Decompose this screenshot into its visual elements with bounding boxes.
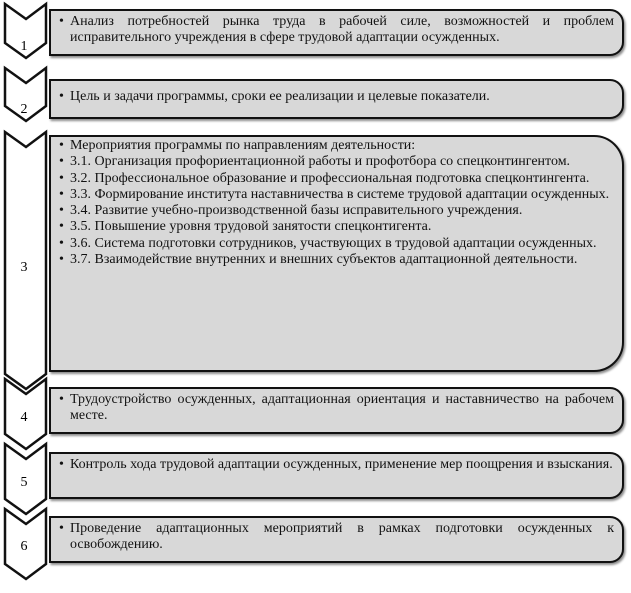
step-6-text: • Проведение адаптационных мероприятий в рамках подготовки осужденных к освобождению. [59,521,614,553]
step-4-number: 4 [20,410,28,425]
step-5-number: 5 [20,475,28,490]
step-1-number: 1 [20,39,28,54]
step-1-text: • Анализ потребностей рынка труда в рабочей силе, возможностей и проблем исправительного учреждения в сфере трудовой адаптации осужденных. [59,14,614,46]
step-3-item-3-5: • 3.5. Повышение уровня трудовой занятости спецконтигента. [59,219,614,235]
step-3-item-3-4: • 3.4. Развитие учебно-производственной базы исправительного учреждения. [59,203,614,219]
step-3-number: 3 [20,260,28,275]
step-4-text: • Трудоустройство осужденных, адаптационная ориентация и наставничество на рабочем месте. [59,392,614,424]
step-3-intro: • Мероприятия программы по направлениям деятельности: [59,138,614,154]
step-5-text: • Контроль хода трудовой адаптации осужденных, применение мер поощрения и взыскания. [59,457,614,473]
step-6-box [49,516,624,563]
step-3-item-3-3: • 3.3. Формирование института наставничества в системе трудовой адаптации осужденных. [59,187,614,203]
step-2-box [49,79,624,119]
step-1-box [49,9,624,56]
step-3-item-3-2: • 3.2. Профессиональное образование и профессиональная подготовка спецконтингента. [59,171,614,187]
step-3-box [49,135,624,372]
step-4-box [49,387,624,434]
step-3-item-3-7: • 3.7. Взаимодействие внутренних и внешних субъектов адаптационной деятельности. [59,252,614,268]
step-2-number: 2 [20,102,28,117]
step-6-number: 6 [20,539,28,554]
step-2-text: • Цель и задачи программы, сроки ее реализации и целевые показатели. [59,89,614,105]
step-5-box [49,452,624,499]
step-3-item-3-1: • 3.1. Организация профориентационной работы и профотбора со спецконтингентом. [59,154,614,170]
step-3-item-3-6: • 3.6. Система подготовки сотрудников, участвующих в трудовой адаптации осужденных. [59,236,614,252]
